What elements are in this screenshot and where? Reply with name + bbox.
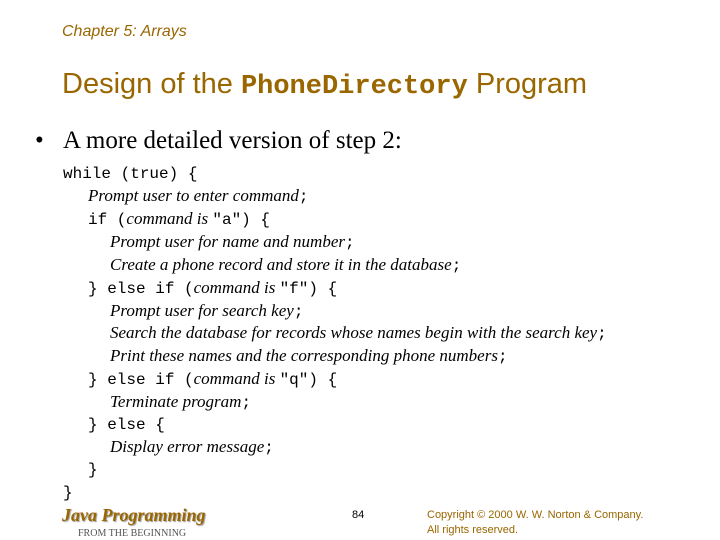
code-line: Prompt user for name and number; <box>110 232 355 252</box>
slide-title <box>62 68 587 102</box>
code-line: if (command is "a") { <box>88 209 270 229</box>
bullet-item <box>35 127 402 155</box>
title-code: PhoneDirectory <box>240 72 468 102</box>
code-line: } <box>63 484 73 502</box>
footer-brand: Java Programming <box>62 505 206 525</box>
page-number: 84 <box>352 509 365 521</box>
code-line: } else if (command is "f") { <box>88 278 338 298</box>
code-line: Terminate program; <box>110 392 252 412</box>
code-line: Create a phone record and store it in the database; <box>110 255 462 275</box>
code-line: while (true) { <box>63 165 198 183</box>
code-line: Prompt user for search key; <box>110 301 304 321</box>
code-line: Display error message; <box>110 437 274 457</box>
code-line: } else if (command is "q") { <box>88 369 338 389</box>
code-line: Search the database for records whose names begin with the search key; <box>110 323 607 343</box>
title-prefix: Design of the <box>62 68 241 100</box>
footer-subtitle: FROM THE BEGINNING <box>78 528 187 539</box>
title-suffix: Program <box>467 68 588 100</box>
bullet-text: A more detailed version of step 2: <box>63 127 402 154</box>
chapter-label: Chapter 5: Arrays <box>62 23 187 40</box>
code-line: Print these names and the corresponding phone numbers; <box>110 346 508 366</box>
code-line: Prompt user to enter command; <box>88 186 309 206</box>
copyright-line: Copyright © 2000 W. W. Norton & Company. <box>427 509 644 521</box>
code-line: } else { <box>88 416 165 434</box>
code-line: } <box>88 461 98 479</box>
bullet-icon: • <box>35 127 44 154</box>
copyright-notice <box>427 508 707 538</box>
copyright-line: All rights reserved. <box>427 524 519 536</box>
